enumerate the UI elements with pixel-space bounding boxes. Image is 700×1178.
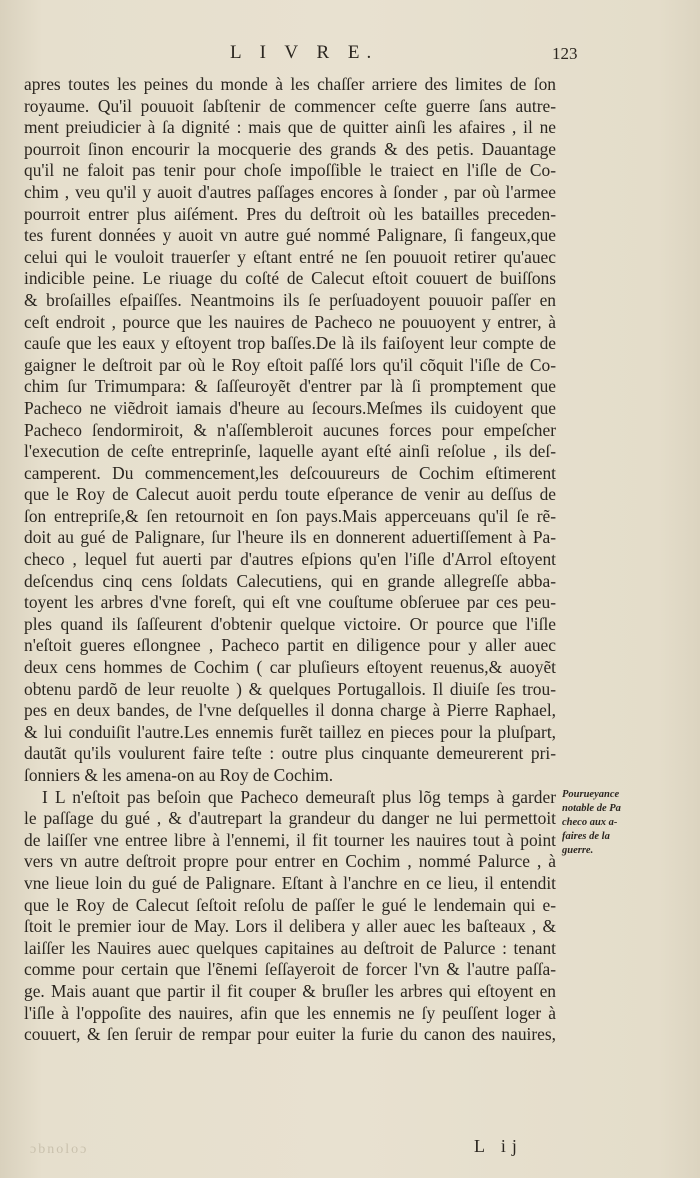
text-line: & lui conduiſit l'autre.Les ennemis furẽt taillez en pieces pour la pluſpart, [24,721,556,742]
text-line: n'eſtoit gueres eſlongnee , Pacheco partit en diligence pour y aller auec [24,635,556,656]
text-line: cauſe que les eaux y eſtoyent trop baſſes.De là ils faiſoyent leur compte de [24,333,556,354]
margin-note-line: notable de Pa [562,803,621,814]
running-title: L I V R E. [230,42,379,63]
text-line: celui qui le vouloit trauerſer y eſtant entré ne ſen pouuoit retirer qu'auec [24,246,556,267]
text-line: chim ſur Trimumpara: & ſaſſeuroyẽt d'entrer par là ſi promptement que [24,376,556,397]
text-line: dautãt qu'ils voulurent faire teſte : outre plus cinquante demeurerent pri- [24,743,556,764]
text-line: pourroit entrer plus aiſément. Pres du deſtroit où les batailles preceden- [24,203,556,224]
bleed-through-text: ɔbnoloɔ [30,1142,89,1157]
margin-note [562,788,662,858]
text-line: vne lieue loin du gué de Palignare. Eſtant à l'anchre en ce lieu, il entendit [24,872,556,893]
text-line: ples quand ils ſaſſeurent d'obtenir quelque victoire. Or pource que l'iſle [24,613,556,634]
text-line: laiſſer les Nauires auec quelques capitaines au deſtroit de Palurce : tenant [24,937,556,958]
text-line: tes furent données y auoit vn autre gué nommé Palignare, ſi fangeux,que [24,225,556,246]
text-line: gaigner le deſtroit par où le Roy eſtoit paſſé lors qu'il cõquit l'iſle de Co- [24,354,556,375]
margin-note-line: Pourueyance [562,789,620,800]
text-line: apres toutes les peines du monde à les chaſſer arriere des limites de ſon [24,74,556,94]
text-line: pes en deux bandes, de l'vne deſquelles il donna charge à Pierre Raphael, [24,700,556,721]
page-number: 123 [552,44,578,63]
text-line: le paſſage du gué , & d'autrepart la grandeur du danger ne lui permettoit [24,808,556,829]
margin-note-line: faires de la [562,831,610,842]
text-line: chim , veu qu'il y auoit d'autres paſſages encores à ſonder , par où l'armee [24,181,556,202]
text-line: toyent les arbres d'vne foreſt, qui eſt vne couſtume obſeruee par ces peu- [24,592,556,613]
text-line: l'execution de ceſte entreprinſe, laquelle ayant eſté ainſi reſolue , ils deſ- [24,441,556,462]
text-line: l'iſle à l'oppoſite des nauires, afin que les ennemis ne ſy peuſſent loger à [24,1002,556,1023]
paragraph-start-line: I L n'eſtoit pas beſoin que Pacheco demeuraſt plus lõg temps à garder [42,786,556,807]
text-line: obtenu pardõ de leur reuolte ) & quelques Portugallois. Il diuiſe ſes trou- [24,678,556,699]
signature-mark: L ij [474,1136,523,1156]
text-line: ment preiudicier à ſa dignité : mais que de quitter ainſi les afaires , il ne [24,117,556,138]
text-line: couuert, & ſen ſeruir de rempar pour euiter la furie du canon des nauires, [24,1024,556,1045]
text-line: qu'il ne faloit pas tenir pour choſe impoſſible le traiect en l'iſle de Co- [24,160,556,181]
text-line: royaume. Qu'il pouuoit ſabſtenir de commencer ceſte guerre ſans autre- [24,95,556,116]
body-text [24,74,556,1046]
text-line: de laiſſer vne entree libre à l'ennemi, il fit tourner les nauires tout à point [24,829,556,850]
text-line: & broſailles eſpaiſſes. Neantmoins ils ſe perſuadoyent pouuoir paſſer en [24,289,556,310]
text-line: vers vn autre deſtroit propre pour entrer en Cochim , nommé Palurce , à [24,851,556,872]
margin-note-line: checo aux a- [562,817,618,828]
text-line: ſtoit le premier iour de May. Lors il delibera y aller auec les baſteaux , & [24,916,556,937]
text-line: ſonniers & les amena-on au Roy de Cochim. [24,765,334,785]
text-line: ceſt endroit , pource que les nauires de Pacheco ne pouuoyent y entrer, à [24,311,556,332]
text-line: comme pour certain que l'ẽnemi ſeſſayeroit de forcer l'vn & l'autre paſſa- [24,959,556,980]
text-line: que le Roy de Calecut auoit perdu toute eſperance de venir au deſſus de [24,484,556,505]
text-line: Pacheco ſendormiroit, & n'aſſembleroit aucunes forces pour empeſcher [24,419,556,440]
margin-note-line: guerre. [562,845,594,856]
text-line: ge. Mais auant que partir il fit couper & bruſler les arbres qui eſtoyent en [24,980,556,1001]
text-line: doit au gué de Palignare, ſur l'heure ils en donnerent aduertiſſement à Pa- [24,527,556,548]
text-line: checo , lequel fut auerti par d'autres eſpions qu'en l'iſle d'Arrol eſtoyent [24,549,556,570]
text-line: que le Roy de Calecut ſeſtoit reſolu de paſſer le gué le lendemain qui e- [24,894,556,915]
text-line: deux cens hommes de Cochim ( car pluſieurs eſtoyent reuenus,& auoyẽt [24,657,556,678]
text-line: ſon entrepriſe,& ſen retournoit en ſon pays.Mais apperceuans qu'il ſe rẽ- [24,505,556,526]
running-head [0,42,700,72]
text-line: deſcendus cinq cens ſoldats Calecutiens, qui en grande allegreſſe abba- [24,570,556,591]
text-line: camperent. Du commencement,les deſcouureurs de Cochim eſtimerent [24,462,556,483]
text-line: pourroit ſinon encourir la mocquerie des grands & des petis. Dauantage [24,138,556,159]
text-line: Pacheco ne viẽdroit iamais d'heure au ſecours.Meſmes ils cuidoyent que [24,397,556,418]
text-line: indicible peine. Le riuage du coſté de Calecut eſtoit couuert de buiſſons [24,268,556,289]
